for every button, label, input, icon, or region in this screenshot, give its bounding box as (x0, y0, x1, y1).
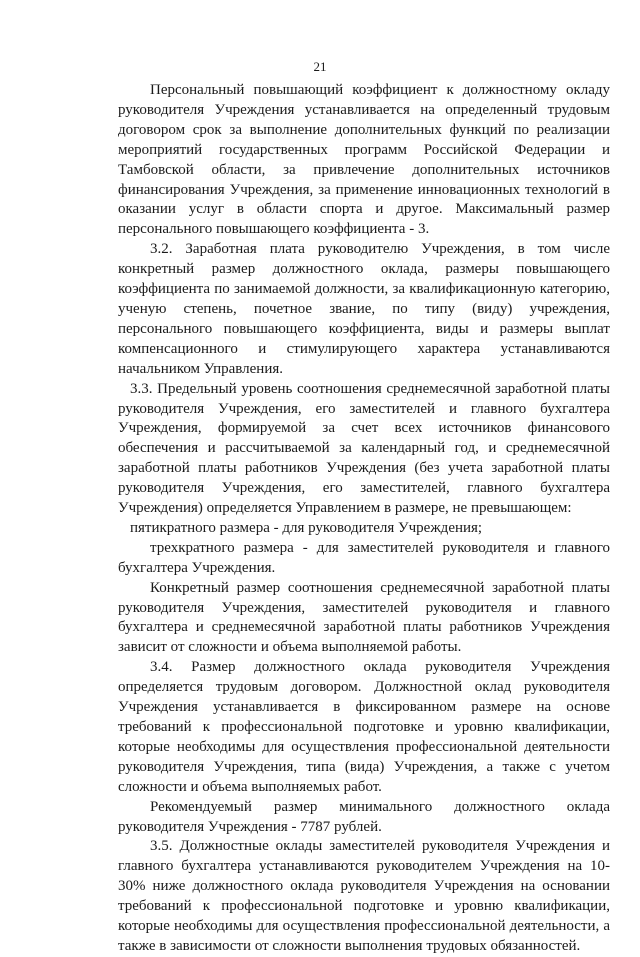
paragraph-3-3: 3.3. Предельный уровень соотношения среднемесячной заработной платы руководителя Учреждения, его заместителей и главного бухгалтера Учреждения, формируемой за счет всех источников финансового обеспечения и рассчитываемой за календарный год, и среднемесячной заработной платы работников Учреждения (без учета заработной платы руководителя Учреждения, его заместителей, главного бухгалтера Учреждения) определяется Управлением в размере, не превышающем: (118, 380, 610, 517)
document-body (118, 81, 610, 957)
paragraph-five-times: пятикратного размера - для руководителя Учреждения; (130, 519, 483, 536)
paragraph-3-4: 3.4. Размер должностного оклада руководителя Учреждения определяется трудовым договором. Должностной оклад руководителя Учреждения устанавливается в фиксированном размере на основе требований к профессиональной подготовке и уровню квалификации, которые необходимы для осуществления профессиональной деятельности руководителя Учреждения, типа (вида) Учреждения, а также с учетом сложности и объема выполняемых работ. (118, 659, 610, 795)
paragraph-3-2: 3.2. Заработная плата руководителю Учреждения, в том числе конкретный размер должностного оклада, размеры повышающего коэффициента по занимаемой должности, за квалификационную категорию, ученую степень, почетное звание, по типу (виду) учреждения, персонального повышающего коэффициента, виды и размеры выплат компенсационного и стимулирующего характера устанавливаются начальником Управления. (118, 241, 610, 377)
paragraph-recommended-salary: Рекомендуемый размер минимального должностного оклада руководителя Учреждения - 7787 рублей. (118, 798, 610, 835)
page-number: 21 (313, 59, 327, 74)
paragraph-specific-ratio: Конкретный размер соотношения среднемесячной заработной платы руководителя Учреждения, заместителей руководителя и главного бухгалтера и среднемесячной заработной платы работников Учреждения зависит от сложности и объема выполняемой работы. (118, 579, 610, 656)
paragraph-personal-coefficient: Персональный повышающий коэффициент к должностному окладу руководителя Учреждения устанавливается на определенный трудовым договором срок за выполнение дополнительных функций по реализации мероприятий государственных программ Российской Федерации и Тамбовской области, за привлечение дополнительных источников финансирования Учреждения, за применение инновационных технологий в оказании услуг в области спорта и другое. Максимальный размер персонального повышающего коэффициента - 3. (118, 82, 610, 238)
paragraph-3-5: 3.5. Должностные оклады заместителей руководителя Учреждения и главного бухгалтера устанавливаются руководителем Учреждения на 10-30% ниже должностного оклада руководителя Учреждения на основании требований к профессиональной подготовке и уровню квалификации, которые необходимы для осуществления профессиональной деятельности, а также в зависимости от сложности выполнения трудовых обязанностей. (118, 838, 610, 954)
paragraph-three-times: трехкратного размера - для заместителей руководителя и главного бухгалтера Учреждения. (118, 539, 610, 576)
